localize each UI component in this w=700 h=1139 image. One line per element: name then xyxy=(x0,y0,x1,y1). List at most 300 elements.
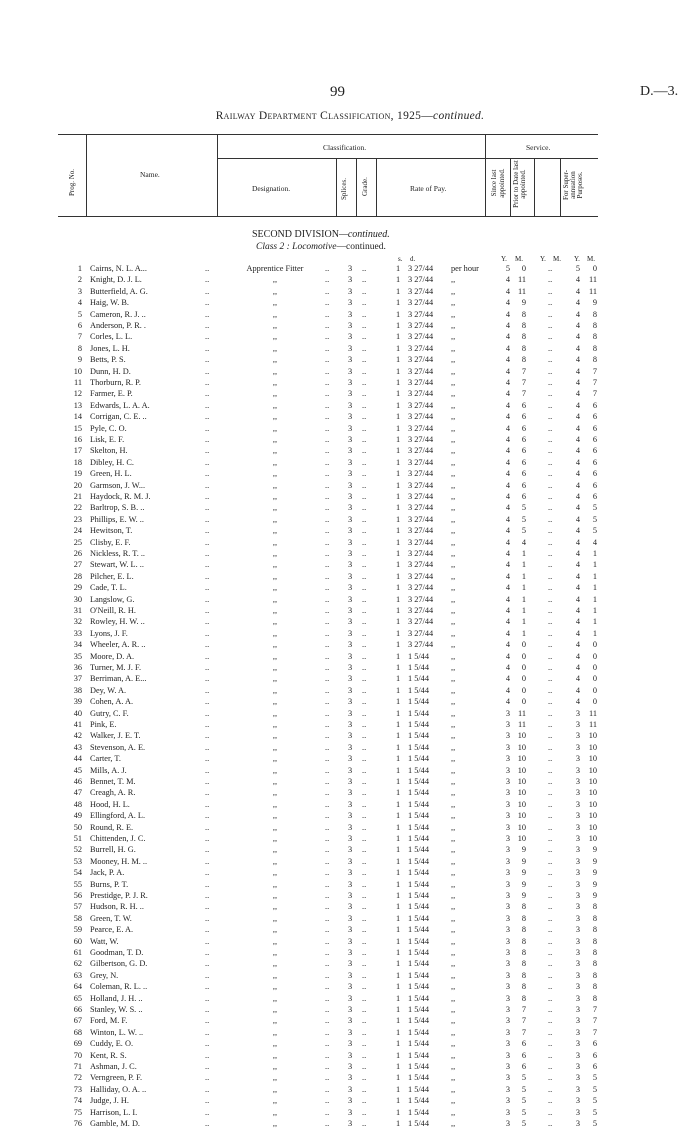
rate-unit: ,, xyxy=(451,708,456,718)
splices: 3 xyxy=(348,731,353,741)
rate-unit: ,, xyxy=(451,503,456,513)
super-years: 3 xyxy=(575,970,580,980)
prog-no: 64 xyxy=(73,982,82,992)
staff-name: Hood, H. L. xyxy=(90,799,130,809)
leader-dots: .. xyxy=(325,799,330,809)
designation: ,, xyxy=(272,1005,278,1014)
class-heading xyxy=(256,242,386,252)
rate-of-pay: 1 5/44 xyxy=(408,913,429,923)
rate-unit: ,, xyxy=(451,799,456,809)
rate-of-pay: 1 5/44 xyxy=(408,651,429,661)
splices: 3 xyxy=(348,868,353,878)
prog-no: 31 xyxy=(73,606,82,615)
rate-of-pay: 1 5/44 xyxy=(408,1084,429,1094)
leader-dots: .. xyxy=(362,925,367,935)
since-years: 4 xyxy=(505,526,510,536)
leader-dots: .. xyxy=(362,1084,367,1094)
since-years: 3 xyxy=(505,902,510,912)
super-years: 3 xyxy=(575,1119,580,1128)
splices: 3 xyxy=(348,594,353,604)
staff-name: Phillips, E. W. .. xyxy=(90,514,144,524)
leader-dots: .. xyxy=(325,355,330,365)
table-row xyxy=(0,559,700,570)
since-years: 4 xyxy=(505,537,510,547)
leader-dots: .. xyxy=(205,355,210,365)
designation: ,, xyxy=(272,651,278,661)
since-months: 1 xyxy=(521,571,526,581)
splices: 3 xyxy=(348,902,353,912)
splices: 3 xyxy=(348,697,353,707)
leader-dots: .. xyxy=(325,651,330,661)
leader-dots: .. xyxy=(548,1096,553,1106)
leader-dots: .. xyxy=(325,742,330,752)
leader-dots: .. xyxy=(205,560,210,570)
rate-of-pay: 3 27/44 xyxy=(408,435,434,444)
grade: 1 xyxy=(396,526,401,536)
prog-no: 51 xyxy=(73,834,82,843)
leader-dots: .. xyxy=(325,754,330,764)
designation: ,, xyxy=(272,378,278,387)
rate-unit: ,, xyxy=(451,856,456,866)
since-years: 4 xyxy=(505,617,510,627)
staff-name: Jack, P. A. xyxy=(90,868,125,878)
grade: 1 xyxy=(396,309,401,319)
leader-dots: .. xyxy=(548,731,553,741)
leader-dots: .. xyxy=(205,469,210,479)
prog-no: 42 xyxy=(73,731,82,741)
table-row xyxy=(0,582,700,593)
rate-unit: ,, xyxy=(451,366,456,376)
leader-dots: .. xyxy=(205,617,210,627)
splices: 3 xyxy=(348,822,353,832)
leader-dots: .. xyxy=(325,321,330,330)
staff-name: Coleman, R. L. .. xyxy=(90,982,148,992)
leader-dots: .. xyxy=(325,571,330,581)
rate-of-pay: 1 5/44 xyxy=(408,1073,429,1083)
super-months: 6 xyxy=(592,457,597,467)
rate-unit: per hour xyxy=(451,264,479,273)
rate-unit: ,, xyxy=(451,1084,456,1094)
staff-name: Cuddy, E. O. xyxy=(90,1039,134,1049)
rate-of-pay: 1 5/44 xyxy=(408,1039,429,1049)
designation: ,, xyxy=(272,720,278,729)
super-years: 3 xyxy=(575,879,580,889)
leader-dots: .. xyxy=(548,298,553,308)
rate-unit: ,, xyxy=(451,628,456,638)
super-years: 3 xyxy=(575,993,580,1003)
super-months: 8 xyxy=(592,321,597,330)
designation: ,, xyxy=(272,970,278,980)
leader-dots: .. xyxy=(548,355,553,365)
header-divider xyxy=(336,158,337,216)
leader-dots: .. xyxy=(362,913,367,923)
since-months: 10 xyxy=(517,731,526,741)
table-row xyxy=(0,708,700,719)
super-months: 8 xyxy=(592,970,597,980)
splices: 3 xyxy=(348,264,353,273)
splices: 3 xyxy=(348,663,353,672)
leader-dots: .. xyxy=(325,925,330,935)
rate-of-pay: 1 5/44 xyxy=(408,720,429,729)
super-years: 4 xyxy=(575,389,580,399)
rate-unit: ,, xyxy=(451,1027,456,1037)
super-months: 9 xyxy=(592,298,597,308)
designation: ,, xyxy=(272,925,278,935)
grade: 1 xyxy=(396,537,401,547)
grade: 1 xyxy=(396,549,401,558)
rate-of-pay: 1 5/44 xyxy=(408,879,429,889)
leader-dots: .. xyxy=(548,435,553,444)
super-years: 3 xyxy=(575,1096,580,1106)
leader-dots: .. xyxy=(548,549,553,558)
splices: 3 xyxy=(348,993,353,1003)
leader-dots: .. xyxy=(548,720,553,729)
leader-dots: .. xyxy=(548,1084,553,1094)
leader-dots: .. xyxy=(205,970,210,980)
leader-dots: .. xyxy=(362,309,367,319)
rate-of-pay: 1 5/44 xyxy=(408,754,429,764)
leader-dots: .. xyxy=(325,332,330,342)
grade: 1 xyxy=(396,457,401,467)
rate-unit: ,, xyxy=(451,697,456,707)
designation: ,, xyxy=(272,640,278,650)
table-row xyxy=(0,309,700,320)
rate-unit: ,, xyxy=(451,1039,456,1049)
super-months: 7 xyxy=(592,1016,597,1026)
staff-name: Gilbertson, G. D. xyxy=(90,959,148,969)
header-divider xyxy=(217,134,218,216)
staff-name: Jones, L. H. xyxy=(90,343,130,353)
splices: 3 xyxy=(348,742,353,752)
splices: 3 xyxy=(348,457,353,467)
table-row xyxy=(0,1084,700,1095)
rate-unit: ,, xyxy=(451,993,456,1003)
prog-no: 43 xyxy=(73,742,82,752)
leader-dots: .. xyxy=(548,309,553,319)
super-months: 6 xyxy=(592,1050,597,1060)
splices: 3 xyxy=(348,674,353,684)
super-years: 3 xyxy=(575,1073,580,1083)
table-row xyxy=(0,286,700,297)
leader-dots: .. xyxy=(548,959,553,969)
super-years: 4 xyxy=(575,355,580,365)
leader-dots: .. xyxy=(205,1016,210,1026)
header-divider xyxy=(534,158,535,216)
section-continued: —continued. xyxy=(338,229,390,240)
since-years: 3 xyxy=(505,765,510,775)
table-row xyxy=(0,320,700,331)
leader-dots: .. xyxy=(548,1050,553,1060)
super-years: 4 xyxy=(575,435,580,444)
leader-dots: .. xyxy=(548,275,553,285)
leader-dots: .. xyxy=(205,902,210,912)
super-months: 5 xyxy=(592,1096,597,1106)
rate-unit: ,, xyxy=(451,560,456,570)
leader-dots: .. xyxy=(325,594,330,604)
title-main: Railway Department Classification, 1925 xyxy=(215,110,422,122)
table-row xyxy=(0,434,700,445)
leader-dots: .. xyxy=(205,959,210,969)
rate-of-pay: 1 5/44 xyxy=(408,948,429,957)
designation: ,, xyxy=(272,868,278,878)
leader-dots: .. xyxy=(548,993,553,1003)
table-row xyxy=(0,400,700,411)
prog-no: 46 xyxy=(73,777,82,786)
rate-unit: ,, xyxy=(451,1096,456,1106)
leader-dots: .. xyxy=(325,298,330,308)
rate-of-pay: 3 27/44 xyxy=(408,298,434,308)
leader-dots: .. xyxy=(362,628,367,638)
title-continued: continued. xyxy=(433,110,485,122)
leader-dots: .. xyxy=(362,663,367,672)
super-months: 8 xyxy=(592,355,597,365)
since-years: 4 xyxy=(505,503,510,513)
table-row xyxy=(0,502,700,513)
grade: 1 xyxy=(396,799,401,809)
staff-name: Stanley, W. S. .. xyxy=(90,1005,143,1014)
splices: 3 xyxy=(348,891,353,900)
super-years: 3 xyxy=(575,708,580,718)
leader-dots: .. xyxy=(205,1084,210,1094)
grade: 1 xyxy=(396,913,401,923)
super-months: 0 xyxy=(592,651,597,661)
rate-of-pay: 1 5/44 xyxy=(408,685,429,695)
prog-no: 70 xyxy=(73,1050,82,1060)
grade: 1 xyxy=(396,674,401,684)
super-years: 4 xyxy=(575,549,580,558)
grade: 1 xyxy=(396,731,401,741)
designation: ,, xyxy=(272,982,278,992)
leader-dots: .. xyxy=(548,503,553,513)
rate-unit: ,, xyxy=(451,1119,456,1128)
leader-dots: .. xyxy=(325,537,330,547)
prog-no: 10 xyxy=(73,366,82,376)
rate-of-pay: 3 27/44 xyxy=(408,446,434,456)
since-years: 3 xyxy=(505,1073,510,1083)
leader-dots: .. xyxy=(362,286,367,296)
super-months: 5 xyxy=(592,1107,597,1117)
super-years: 4 xyxy=(575,640,580,650)
table-row xyxy=(0,377,700,388)
super-months: 10 xyxy=(588,799,597,809)
table-row xyxy=(0,457,700,468)
leader-dots: .. xyxy=(325,856,330,866)
table-row xyxy=(0,958,700,969)
leader-dots: .. xyxy=(205,674,210,684)
prog-no: 21 xyxy=(73,492,82,501)
staff-name: Cohen, A. A. xyxy=(90,697,134,707)
super-months: 6 xyxy=(592,412,597,422)
super-years: 4 xyxy=(575,412,580,422)
rate-unit: ,, xyxy=(451,606,456,615)
leader-dots: .. xyxy=(205,526,210,536)
leader-dots: .. xyxy=(362,731,367,741)
super-months: 11 xyxy=(589,275,597,285)
designation: ,, xyxy=(272,936,278,946)
staff-name: Pink, E. xyxy=(90,720,117,729)
leader-dots: .. xyxy=(325,503,330,513)
leader-dots: .. xyxy=(205,389,210,399)
rate-of-pay: 3 27/44 xyxy=(408,514,434,524)
grade: 1 xyxy=(396,777,401,786)
super-months: 7 xyxy=(592,378,597,387)
staff-name: Wheeler, A. R. .. xyxy=(90,640,146,650)
rate-of-pay: 1 5/44 xyxy=(408,822,429,832)
leader-dots: .. xyxy=(362,366,367,376)
leader-dots: .. xyxy=(548,925,553,935)
table-row xyxy=(0,787,700,798)
since-years: 3 xyxy=(505,742,510,752)
grade: 1 xyxy=(396,1096,401,1106)
prog-no: 44 xyxy=(73,754,82,764)
splices: 3 xyxy=(348,514,353,524)
leader-dots: .. xyxy=(325,492,330,501)
leader-dots: .. xyxy=(362,492,367,501)
since-years: 3 xyxy=(505,1119,510,1128)
rate-unit: ,, xyxy=(451,868,456,878)
leader-dots: .. xyxy=(548,526,553,536)
super-months: 0 xyxy=(592,640,597,650)
grade: 1 xyxy=(396,993,401,1003)
leader-dots: .. xyxy=(205,845,210,855)
leader-dots: .. xyxy=(362,948,367,957)
super-years: 4 xyxy=(575,560,580,570)
splices: 3 xyxy=(348,298,353,308)
staff-name: Garmson, J. W... xyxy=(90,480,146,490)
since-years: 4 xyxy=(505,298,510,308)
leader-dots: .. xyxy=(362,1039,367,1049)
since-months: 0 xyxy=(521,663,526,672)
leader-dots: .. xyxy=(325,514,330,524)
since-months: 11 xyxy=(518,275,526,285)
since-years: 3 xyxy=(505,834,510,843)
table-row xyxy=(0,331,700,342)
leader-dots: .. xyxy=(362,571,367,581)
designation: Apprentice Fitter xyxy=(246,264,304,273)
rate-unit: ,, xyxy=(451,469,456,479)
rate-unit: ,, xyxy=(451,925,456,935)
grade: 1 xyxy=(396,503,401,513)
leader-dots: .. xyxy=(362,594,367,604)
prog-no: 6 xyxy=(77,321,82,330)
grade: 1 xyxy=(396,959,401,969)
super-years: 3 xyxy=(575,799,580,809)
leader-dots: .. xyxy=(205,412,210,422)
designation: ,, xyxy=(272,765,278,775)
since-years: 3 xyxy=(505,913,510,923)
grade: 1 xyxy=(396,514,401,524)
grade: 1 xyxy=(396,1016,401,1026)
leader-dots: .. xyxy=(205,651,210,661)
rate-of-pay: 1 5/44 xyxy=(408,697,429,707)
table-row xyxy=(0,673,700,684)
leader-dots: .. xyxy=(362,1073,367,1083)
leader-dots: .. xyxy=(205,378,210,387)
prog-no: 23 xyxy=(73,514,82,524)
leader-dots: .. xyxy=(205,834,210,843)
table-row xyxy=(0,765,700,776)
super-months: 10 xyxy=(588,777,597,786)
splices: 3 xyxy=(348,913,353,923)
grade: 1 xyxy=(396,332,401,342)
grade: 1 xyxy=(396,925,401,935)
leader-dots: .. xyxy=(362,1107,367,1117)
grade: 1 xyxy=(396,720,401,729)
leader-dots: .. xyxy=(205,1062,210,1071)
leader-dots: .. xyxy=(548,1016,553,1026)
leader-dots: .. xyxy=(205,400,210,410)
leader-dots: .. xyxy=(362,754,367,764)
grade: 1 xyxy=(396,1107,401,1117)
table-row xyxy=(0,1118,700,1129)
designation: ,, xyxy=(272,583,278,593)
splices: 3 xyxy=(348,583,353,593)
leader-dots: .. xyxy=(548,640,553,650)
designation: ,, xyxy=(272,571,278,581)
staff-name: Haig, W. B. xyxy=(90,298,129,308)
splices: 3 xyxy=(348,948,353,957)
leader-dots: .. xyxy=(362,651,367,661)
table-row xyxy=(0,844,700,855)
staff-name: Hudson, R. H. .. xyxy=(90,902,144,912)
splices: 3 xyxy=(348,343,353,353)
since-months: 8 xyxy=(521,948,526,957)
staff-name: Lisk, E. F. xyxy=(90,435,125,444)
since-months: 10 xyxy=(517,811,526,821)
leader-dots: .. xyxy=(548,1039,553,1049)
table-row xyxy=(0,936,700,947)
leader-dots: .. xyxy=(205,1039,210,1049)
super-years: 4 xyxy=(575,480,580,490)
since-years: 3 xyxy=(505,822,510,832)
leader-dots: .. xyxy=(362,537,367,547)
grade: 1 xyxy=(396,834,401,843)
prog-no: 69 xyxy=(73,1039,82,1049)
leader-dots: .. xyxy=(362,583,367,593)
leader-dots: .. xyxy=(548,606,553,615)
designation: ,, xyxy=(272,674,278,684)
leader-dots: .. xyxy=(325,1073,330,1083)
splices: 3 xyxy=(348,321,353,330)
rate-of-pay: 3 27/44 xyxy=(408,640,434,650)
since-years: 3 xyxy=(505,948,510,957)
since-months: 10 xyxy=(517,777,526,786)
leader-dots: .. xyxy=(205,571,210,581)
rate-unit: ,, xyxy=(451,423,456,433)
rate-of-pay: 3 27/44 xyxy=(408,537,434,547)
rate-unit: ,, xyxy=(451,959,456,969)
rate-of-pay: 1 5/44 xyxy=(408,674,429,684)
leader-dots: .. xyxy=(205,332,210,342)
splices: 3 xyxy=(348,970,353,980)
super-years: 3 xyxy=(575,811,580,821)
super-years: 4 xyxy=(575,275,580,285)
leader-dots: .. xyxy=(205,731,210,741)
staff-name: O'Neill, R. H. xyxy=(90,606,136,615)
leader-dots: .. xyxy=(325,708,330,718)
prog-no: 65 xyxy=(73,993,82,1003)
super-months: 0 xyxy=(592,685,597,695)
rate-unit: ,, xyxy=(451,777,456,786)
since-years: 4 xyxy=(505,640,510,650)
super-months: 11 xyxy=(589,720,597,729)
leader-dots: .. xyxy=(548,286,553,296)
leader-dots: .. xyxy=(205,343,210,353)
splices: 3 xyxy=(348,480,353,490)
table-row xyxy=(0,901,700,912)
super-months: 7 xyxy=(592,1027,597,1037)
leader-dots: .. xyxy=(362,685,367,695)
